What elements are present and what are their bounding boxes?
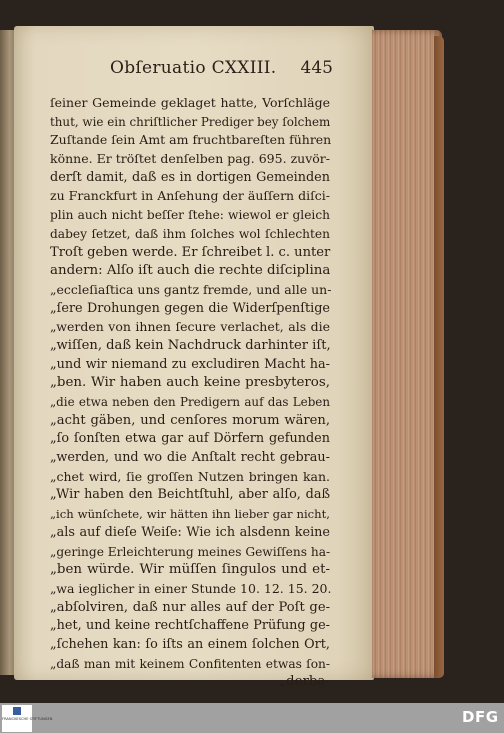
text-line: dabey ſetzet, daß ihm ſolches wol ſchlechten <box>50 226 330 241</box>
text-line: Zuſtande ſein Amt am fruchtbareſten führen <box>50 132 332 148</box>
book-cover-edge <box>434 36 444 678</box>
text-line: „eccleſiaſtica uns gantz fremde, und alle un- <box>50 281 332 297</box>
text-line: plin auch nicht beſſer ſtehe: wiewol er gleich <box>50 208 330 223</box>
text-line: „ich wünſchete, wir hätten ihn lieber gar nicht, <box>50 507 330 522</box>
text-line: „werden von ihnen ſecure verlachet, als die <box>50 319 330 335</box>
text-line: „wiſſen, daß kein Nachdruck darhinter iſt, <box>50 337 331 353</box>
text-line: thut, wie ein chriſtlicher Prediger bey ſolchem <box>50 114 331 129</box>
text-line: zu Franckfurt in Anſehung der äuſſern diſci- <box>50 188 330 204</box>
text-line: „und wir niemand zu excludiren Macht ha- <box>50 356 330 372</box>
page-header <box>110 58 333 84</box>
text-line: „abſolviren, daß nur alles auf der Poſt ge- <box>50 599 330 615</box>
text-line: „geringe Erleichterung meines Gewiſſens ha- <box>50 544 331 559</box>
text-line: „als auf dieſe Weiſe: Wie ich alsdenn keine <box>50 524 330 540</box>
text-line: „werden, und wo die Anſtalt recht gebrau- <box>50 450 330 466</box>
library-logo-text: FRANCKESCHE STIFTUNGEN <box>2 717 53 721</box>
text-line: „ben. Wir haben auch keine presbyteros, <box>50 375 330 391</box>
text-line: „ben würde. Wir müſſen ſingulos und et- <box>50 562 330 578</box>
text-line: „acht gäben, und cenſores morum wären, <box>50 412 330 428</box>
text-line: „die etwa neben den Predigern auf das Leben <box>50 395 330 409</box>
text-line: „ſo ſonſten etwa gar auf Dörfern gefunden <box>50 431 330 447</box>
text-line: Troſt geben werde. Er ſchreibet l. c. unter <box>50 244 331 260</box>
page-fore-edge <box>372 30 442 678</box>
text-line: andern: Alſo iſt auch die rechte diſciplina <box>50 263 331 279</box>
text-line: könne. Er tröſtet denſelben pag. 695. zuvör- <box>50 151 330 167</box>
library-logo-icon <box>13 707 21 715</box>
viewer-footer-bar <box>0 703 504 733</box>
text-line: derſt damit, daß es in dortigen Gemeinden <box>50 169 330 185</box>
text-line: „Wir haben den Beichtſtuhl, aber alſo, daß <box>50 487 330 503</box>
text-line: ſeiner Gemeinde geklaget hatte, Vorſchläge <box>50 95 330 110</box>
text-line: „ſere Drohungen gegen die Widerſpenſtige <box>50 300 330 316</box>
page-number: 445 <box>300 58 333 78</box>
catchword: „derba- <box>279 674 330 690</box>
text-line: „wa ieglicher in einer Stunde 10. 12. 15. 20. <box>50 580 332 596</box>
body-text <box>50 94 330 692</box>
dfg-logo: DFG <box>462 708 499 726</box>
running-head: Obſeruatio CXXIII. <box>110 58 277 78</box>
text-line: „het, und keine rechtſchaffene Prüfung ge- <box>50 618 330 634</box>
text-line: „daß man mit keinem Confitenten etwas ſon- <box>50 656 330 671</box>
library-logo <box>2 705 53 732</box>
text-line: „ſchehen kan: ſo iſts an einem ſolchen Ort, <box>50 636 330 652</box>
text-line: „chet wird, ſie groſſen Nutzen bringen kan. <box>50 468 330 484</box>
